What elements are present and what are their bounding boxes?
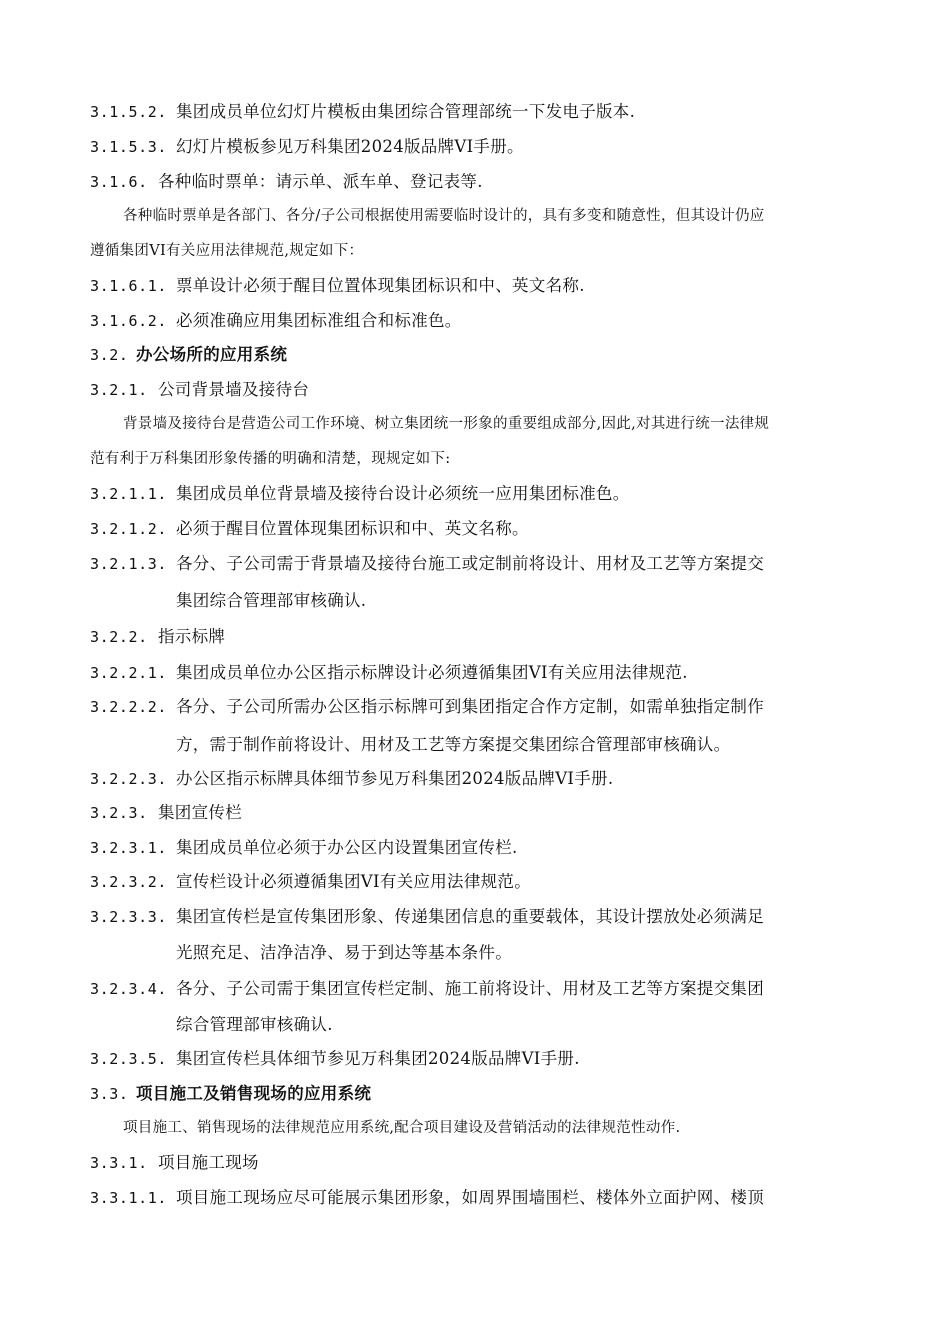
clause-number: 3.2.1.3. — [90, 555, 168, 573]
paragraph-line — [90, 240, 363, 262]
clause-number: 3.1.5.2. — [90, 103, 168, 121]
clause-3-2-2-2 — [90, 696, 764, 718]
clause-text: 项目施工现场 — [158, 1153, 259, 1172]
clause-3-2-1-2 — [90, 518, 529, 540]
clause-text: 集团宣传栏具体细节参见万科集团2024版品牌VI手册. — [176, 1049, 580, 1068]
paragraph-line — [123, 205, 765, 227]
clause-continuation — [176, 590, 366, 612]
clause-3-1-5-3 — [90, 136, 524, 158]
clause-number: 3.2.2.3. — [90, 770, 168, 788]
clause-number: 3.2.3.2. — [90, 873, 168, 891]
clause-number: 3.1.6.1. — [90, 277, 168, 295]
clause-number: 3.3.1. — [90, 1154, 148, 1172]
clause-number: 3.2.1.2. — [90, 520, 168, 538]
paragraph-text: 背景墙及接待台是营造公司工作环境、树立集团统一形象的重要组成部分,因此,对其进行统一法律规 — [123, 416, 770, 432]
clause-text: 幻灯片模板参见万科集团2024版品牌VI手册。 — [176, 137, 524, 156]
clause-3-2-3-5 — [90, 1048, 580, 1070]
clause-text: 必须准确应用集团标准组合和标准色。 — [176, 311, 462, 330]
clause-3-2-1 — [90, 379, 309, 401]
clause-3-2-1-1 — [90, 483, 630, 505]
clause-text: 集团综合管理部审核确认. — [176, 591, 367, 610]
clause-number: 3.2.3.4. — [90, 980, 168, 998]
clause-3-1-6 — [90, 171, 483, 193]
section-number: 3.2. — [90, 346, 129, 364]
paragraph-line — [123, 1117, 680, 1139]
clause-continuation — [176, 1014, 333, 1036]
clause-text: 方，需于制作前将设计、用材及工艺等方案提交集团综合管理部审核确认。 — [176, 735, 731, 754]
clause-number: 3.2.1.1. — [90, 485, 168, 503]
clause-3-2-3-2 — [90, 871, 531, 893]
paragraph-text: 遵循集团VI有关应用法律规范,规定如下： — [90, 243, 364, 259]
clause-text: 指示标牌 — [158, 627, 226, 646]
clause-number: 3.1.5.3. — [90, 138, 168, 156]
clause-3-2-2-3 — [90, 768, 613, 790]
section-title: 项目施工及销售现场的应用系统 — [136, 1084, 372, 1103]
clause-number: 3.1.6.2. — [90, 312, 168, 330]
clause-number: 3.2.2.2. — [90, 698, 168, 716]
clause-3-1-5-2 — [90, 101, 635, 123]
clause-text: 集团成员单位必须于办公区内设置集团宣传栏. — [176, 838, 518, 857]
clause-number: 3.2.2. — [90, 628, 148, 646]
clause-continuation — [176, 734, 730, 756]
clause-text: 各分、子公司所需办公区指示标牌可到集团指定合作方定制，如需单独指定制作 — [176, 697, 764, 716]
clause-number: 3.2.3.1. — [90, 839, 168, 857]
clause-text: 光照充足、洁净洁净、易于到达等基本条件。 — [176, 943, 512, 962]
clause-text: 票单设计必须于醒目位置体现集团标识和中、英文名称. — [176, 276, 585, 295]
clause-text: 必须于醒目位置体现集团标识和中、英文名称。 — [176, 519, 529, 538]
clause-text: 公司背景墙及接待台 — [158, 380, 310, 399]
clause-3-3-1 — [90, 1152, 259, 1174]
clause-text: 集团宣传栏是宣传集团形象、传递集团信息的重要载体，其设计摆放处必须满足 — [176, 907, 764, 926]
clause-3-2-1-3 — [90, 553, 764, 575]
paragraph-line — [123, 413, 769, 435]
clause-text: 各分、子公司需于集团宣传栏定制、施工前将设计、用材及工艺等方案提交集团 — [176, 979, 764, 998]
section-heading-3-2 — [90, 344, 287, 366]
paragraph-line — [90, 448, 450, 470]
clause-number: 3.2.2.1. — [90, 664, 168, 682]
clause-text: 集团成员单位办公区指示标牌设计必须遵循集团VI有关应用法律规范. — [176, 663, 688, 682]
clause-3-1-6-1 — [90, 275, 585, 297]
section-number: 3.3. — [90, 1085, 129, 1103]
section-heading-3-3 — [90, 1083, 371, 1105]
clause-text: 综合管理部审核确认. — [176, 1015, 333, 1034]
clause-3-2-2 — [90, 626, 225, 648]
clause-3-2-3-3 — [90, 906, 764, 928]
clause-text: 各种临时票单：请示单、派车单、登记表等. — [158, 172, 483, 191]
clause-number: 3.3.1.1. — [90, 1189, 168, 1207]
clause-continuation — [176, 942, 512, 964]
clause-text: 办公区指示标牌具体细节参见万科集团2024版品牌VI手册. — [176, 769, 614, 788]
clause-number: 3.2.3.5. — [90, 1050, 168, 1068]
clause-3-2-3-1 — [90, 837, 518, 859]
clause-number: 3.2.3.3. — [90, 908, 168, 926]
clause-3-2-2-1 — [90, 662, 688, 684]
clause-text: 集团成员单位幻灯片模板由集团综合管理部统一下发电子版本. — [176, 102, 636, 121]
paragraph-text: 项目施工、销售现场的法律规范应用系统,配合项目建设及营销活动的法律规范性动作. — [123, 1120, 681, 1136]
clause-3-2-3 — [90, 802, 242, 824]
clause-text: 项目施工现场应尽可能展示集团形象，如周界围墙围栏、楼体外立面护网、楼顶 — [176, 1188, 764, 1207]
section-title: 办公场所的应用系统 — [136, 345, 288, 364]
clause-number: 3.2.3. — [90, 804, 148, 822]
clause-3-1-6-2 — [90, 310, 462, 332]
clause-number: 3.2.1. — [90, 381, 148, 399]
paragraph-text: 范有利于万科集团形象传播的明确和清楚，现规定如下: — [90, 451, 451, 467]
clause-3-3-1-1 — [90, 1187, 764, 1209]
clause-number: 3.1.6. — [90, 173, 148, 191]
clause-text: 集团宣传栏 — [158, 803, 242, 822]
paragraph-text: 各种临时票单是各部门、各分/子公司根据使用需要临时设计的，具有多变和随意性，但其设计仍应 — [123, 208, 765, 224]
clause-text: 各分、子公司需于背景墙及接待台施工或定制前将设计、用材及工艺等方案提交 — [176, 554, 764, 573]
clause-3-2-3-4 — [90, 978, 764, 1000]
clause-text: 集团成员单位背景墙及接待台设计必须统一应用集团标准色。 — [176, 484, 630, 503]
clause-text: 宣传栏设计必须遵循集团VI有关应用法律规范。 — [176, 872, 532, 891]
